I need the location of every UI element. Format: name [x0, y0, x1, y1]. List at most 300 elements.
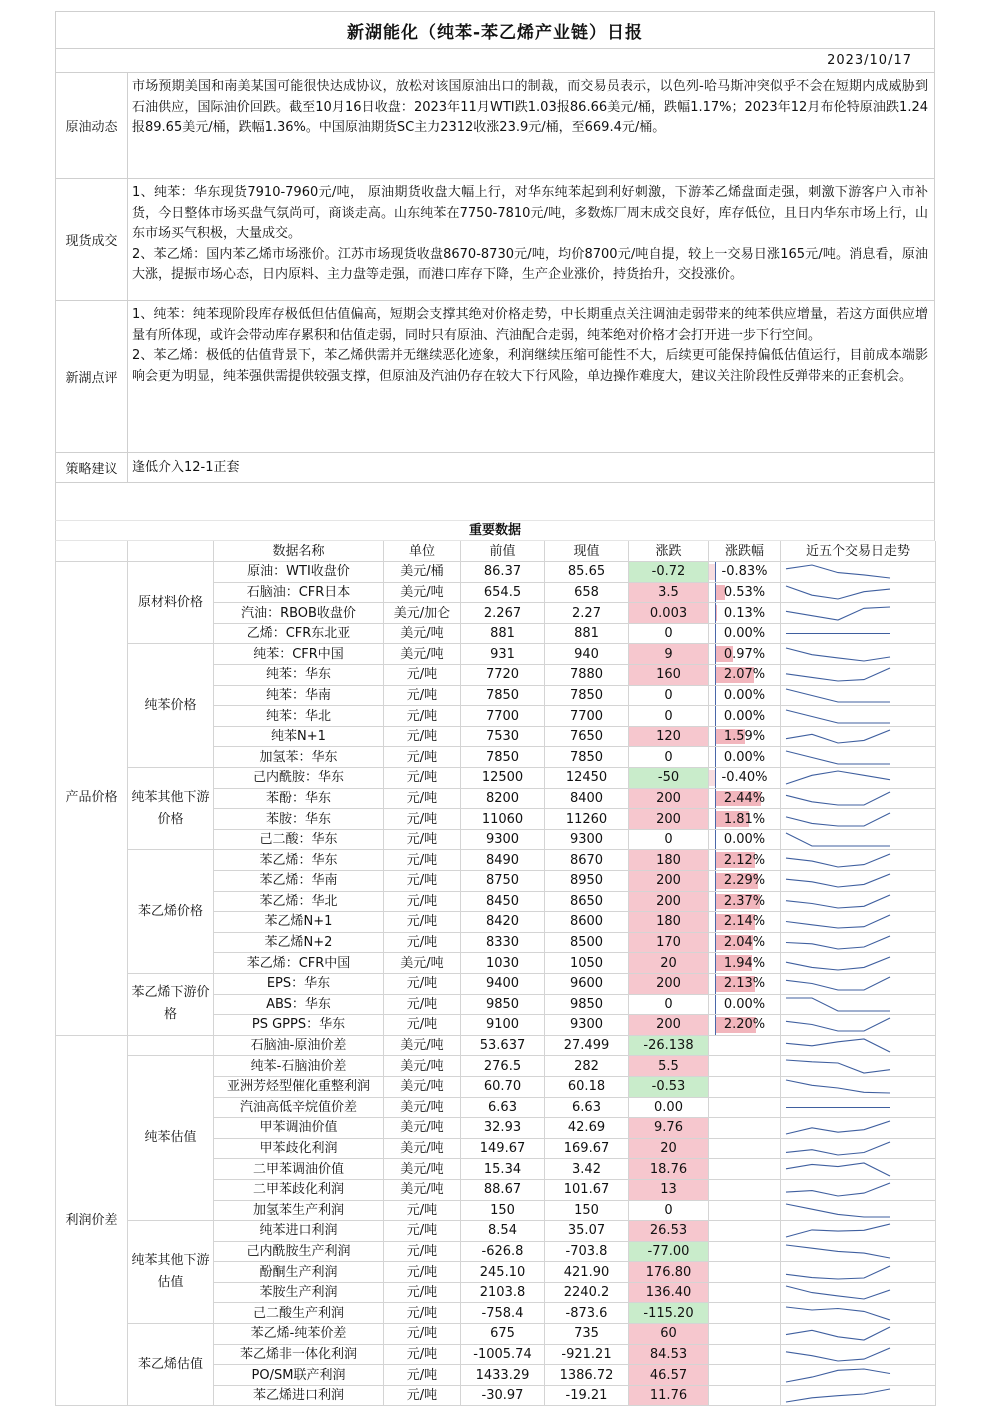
- row-change: 0: [629, 623, 709, 644]
- sparkline: [783, 1139, 893, 1158]
- row-trend-sparkline: [781, 912, 936, 933]
- row-prev-value: -30.97: [461, 1385, 545, 1406]
- row-current-value: 735: [545, 1324, 629, 1345]
- row-trend-sparkline: [781, 747, 936, 768]
- row-name: 加氢苯生产利润: [214, 1200, 384, 1221]
- row-change: 9.76: [629, 1118, 709, 1139]
- row-current-value: 421.90: [545, 1262, 629, 1283]
- row-change: 20: [629, 953, 709, 974]
- section-label: 现货成交: [56, 179, 128, 300]
- row-prev-value: 150: [461, 1200, 545, 1221]
- row-unit: 美元/吨: [384, 1118, 461, 1139]
- pct-bar-axis: [715, 871, 716, 891]
- row-change: 170: [629, 932, 709, 953]
- row-change: 3.5: [629, 582, 709, 603]
- table-row: [56, 1324, 936, 1345]
- row-change-pct: [709, 644, 781, 665]
- row-unit: 美元/吨: [384, 1035, 461, 1056]
- row-change-pct: [709, 1035, 781, 1056]
- sparkline: [783, 1180, 893, 1199]
- row-name: 亚洲芳烃型催化重整利润: [214, 1076, 384, 1097]
- pct-value: 2.13%: [723, 976, 766, 992]
- row-trend-sparkline: [781, 850, 936, 871]
- row-change: 0: [629, 685, 709, 706]
- row-current-value: 8600: [545, 912, 629, 933]
- row-change-pct: [709, 1262, 781, 1283]
- row-change-pct: [709, 685, 781, 706]
- section-row: [55, 453, 935, 483]
- row-name: 纯苯：华南: [214, 685, 384, 706]
- row-trend-sparkline: [781, 1159, 936, 1180]
- pct-value: 2.04%: [723, 935, 766, 951]
- row-trend-sparkline: [781, 665, 936, 686]
- row-name: 汽油：RBOB收盘价: [214, 603, 384, 624]
- section-row: [55, 73, 935, 179]
- row-name: 苯乙烯-纯苯价差: [214, 1324, 384, 1345]
- row-unit: 美元/吨: [384, 1097, 461, 1118]
- row-unit: 美元/吨: [384, 1138, 461, 1159]
- row-current-value: 8650: [545, 891, 629, 912]
- row-prev-value: 6.63: [461, 1097, 545, 1118]
- row-change: -0.53: [629, 1076, 709, 1097]
- row-unit: 元/吨: [384, 768, 461, 789]
- date-row: [55, 49, 935, 73]
- row-name: 纯苯N+1: [214, 726, 384, 747]
- sparkline: [783, 995, 893, 1014]
- row-unit: 元/吨: [384, 994, 461, 1015]
- section-body: [128, 301, 934, 452]
- pct-bar-axis: [715, 603, 716, 623]
- column-header: 数据名称: [214, 541, 384, 562]
- pct-bar-axis: [715, 850, 716, 870]
- row-unit: 美元/桶: [384, 562, 461, 583]
- sparkline: [783, 851, 893, 870]
- row-change: -0.72: [629, 562, 709, 583]
- pct-bar-axis: [715, 665, 716, 685]
- section-row: [55, 179, 935, 301]
- pct-bar-axis: [715, 1015, 716, 1035]
- row-unit: 元/吨: [384, 1015, 461, 1036]
- section-body: [128, 73, 934, 178]
- row-name: 汽油高低辛烷值价差: [214, 1097, 384, 1118]
- row-change-pct: [709, 1365, 781, 1386]
- row-trend-sparkline: [781, 1303, 936, 1324]
- row-current-value: 12450: [545, 768, 629, 789]
- pct-bar-axis: [715, 830, 716, 850]
- subcategory-label: 苯乙烯价格: [128, 850, 214, 974]
- sparkline: [783, 1098, 893, 1117]
- category-label: 产品价格: [56, 562, 128, 1036]
- pct-value: 2.07%: [723, 667, 766, 683]
- sparkline: [783, 665, 893, 684]
- row-change-pct: [709, 829, 781, 850]
- pct-value: -0.83%: [721, 564, 768, 580]
- table-row: [56, 644, 936, 665]
- row-unit: 美元/吨: [384, 1056, 461, 1077]
- row-change-pct: [709, 1159, 781, 1180]
- row-prev-value: 9100: [461, 1015, 545, 1036]
- row-prev-value: 2103.8: [461, 1282, 545, 1303]
- row-trend-sparkline: [781, 768, 936, 789]
- row-change-pct: [709, 1324, 781, 1345]
- row-unit: 美元/吨: [384, 953, 461, 974]
- row-current-value: -873.6: [545, 1303, 629, 1324]
- row-trend-sparkline: [781, 706, 936, 727]
- row-current-value: 2.27: [545, 603, 629, 624]
- row-prev-value: 86.37: [461, 562, 545, 583]
- row-prev-value: 11060: [461, 809, 545, 830]
- row-change-pct: [709, 788, 781, 809]
- row-current-value: 1050: [545, 953, 629, 974]
- pct-value: 2.37%: [723, 893, 766, 909]
- row-change: 9: [629, 644, 709, 665]
- key-data-table: [55, 541, 936, 1406]
- row-unit: 元/吨: [384, 1241, 461, 1262]
- pct-bar-axis: [715, 974, 716, 994]
- row-trend-sparkline: [781, 788, 936, 809]
- row-prev-value: 881: [461, 623, 545, 644]
- row-change: 0.00: [629, 1097, 709, 1118]
- row-current-value: 7650: [545, 726, 629, 747]
- sparkline: [783, 727, 893, 746]
- row-change: 0: [629, 1200, 709, 1221]
- row-prev-value: 245.10: [461, 1262, 545, 1283]
- row-current-value: 9300: [545, 1015, 629, 1036]
- row-change-pct: [709, 665, 781, 686]
- row-unit: 美元/吨: [384, 644, 461, 665]
- subcategory-label: [128, 1035, 214, 1056]
- subcategory-label: 纯苯估值: [128, 1056, 214, 1221]
- subcategory-label: 纯苯其他下游价格: [128, 768, 214, 850]
- sparkline: [783, 1386, 893, 1405]
- row-change-pct: [709, 1282, 781, 1303]
- sparkline: [783, 1304, 893, 1323]
- row-name: 苯乙烯：CFR中国: [214, 953, 384, 974]
- pct-value: 1.81%: [723, 811, 766, 827]
- row-name: 苯乙烯：华北: [214, 891, 384, 912]
- column-header: 前值: [461, 541, 545, 562]
- section-label: 新湖点评: [56, 301, 128, 452]
- row-change: 200: [629, 788, 709, 809]
- row-unit: 美元/吨: [384, 1159, 461, 1180]
- sparkline: [783, 562, 893, 581]
- sparkline: [783, 604, 893, 623]
- row-change-pct: [709, 1118, 781, 1139]
- row-name: 己二酸生产利润: [214, 1303, 384, 1324]
- pct-value: 2.44%: [723, 790, 766, 806]
- row-change: 136.40: [629, 1282, 709, 1303]
- row-prev-value: 8420: [461, 912, 545, 933]
- row-unit: 元/吨: [384, 973, 461, 994]
- row-prev-value: 7700: [461, 706, 545, 727]
- row-current-value: 881: [545, 623, 629, 644]
- pct-value: 0.00%: [723, 626, 766, 642]
- row-name: 苯酚：华东: [214, 788, 384, 809]
- pct-bar-axis: [715, 953, 716, 973]
- row-unit: 元/吨: [384, 1282, 461, 1303]
- sparkline: [783, 1160, 893, 1179]
- header-blank: [56, 541, 128, 562]
- column-header: 近五个交易日走势: [781, 541, 936, 562]
- pct-value: 1.94%: [723, 955, 766, 971]
- row-unit: 元/吨: [384, 1344, 461, 1365]
- row-name: 乙烯：CFR东北亚: [214, 623, 384, 644]
- row-trend-sparkline: [781, 1365, 936, 1386]
- row-name: 己内酰胺生产利润: [214, 1241, 384, 1262]
- row-change: 0.003: [629, 603, 709, 624]
- pct-bar-axis: [715, 583, 716, 603]
- row-prev-value: 9400: [461, 973, 545, 994]
- row-trend-sparkline: [781, 829, 936, 850]
- pct-value: 0.13%: [723, 605, 766, 621]
- sparkline: [783, 974, 893, 993]
- row-prev-value: 8330: [461, 932, 545, 953]
- row-current-value: 35.07: [545, 1221, 629, 1242]
- row-name: 二甲苯调油价值: [214, 1159, 384, 1180]
- sparkline: [783, 892, 893, 911]
- row-prev-value: 12500: [461, 768, 545, 789]
- row-trend-sparkline: [781, 1179, 936, 1200]
- row-trend-sparkline: [781, 1282, 936, 1303]
- sparkline: [783, 1221, 893, 1240]
- row-prev-value: 2.267: [461, 603, 545, 624]
- row-trend-sparkline: [781, 582, 936, 603]
- row-trend-sparkline: [781, 973, 936, 994]
- row-current-value: 2240.2: [545, 1282, 629, 1303]
- row-trend-sparkline: [781, 994, 936, 1015]
- commentary-sections: [55, 73, 935, 483]
- pct-value: 0.00%: [723, 687, 766, 703]
- row-change-pct: [709, 706, 781, 727]
- row-change: 26.53: [629, 1221, 709, 1242]
- sparkline: [783, 583, 893, 602]
- row-change: 200: [629, 809, 709, 830]
- row-current-value: 7880: [545, 665, 629, 686]
- row-change: 200: [629, 973, 709, 994]
- row-unit: 元/吨: [384, 1385, 461, 1406]
- row-name: 苯乙烯非一体化利润: [214, 1344, 384, 1365]
- sparkline: [783, 1077, 893, 1096]
- row-unit: 元/吨: [384, 871, 461, 892]
- row-change: 160: [629, 665, 709, 686]
- pct-value: 0.97%: [723, 646, 766, 662]
- row-current-value: 169.67: [545, 1138, 629, 1159]
- sparkline: [783, 1324, 893, 1343]
- row-change-pct: [709, 871, 781, 892]
- sparkline: [783, 1366, 893, 1385]
- row-unit: 美元/吨: [384, 582, 461, 603]
- subcategory-label: 纯苯价格: [128, 644, 214, 768]
- sparkline: [783, 830, 893, 849]
- row-trend-sparkline: [781, 603, 936, 624]
- sparkline: [783, 686, 893, 705]
- table-header-row: [56, 541, 936, 562]
- row-name: 二甲苯歧化利润: [214, 1179, 384, 1200]
- row-unit: 元/吨: [384, 829, 461, 850]
- sparkline: [783, 1263, 893, 1282]
- pct-bar-axis: [715, 789, 716, 809]
- pct-bar-axis: [715, 727, 716, 747]
- row-current-value: 60.18: [545, 1076, 629, 1097]
- sparkline: [783, 1015, 893, 1034]
- row-change-pct: [709, 1056, 781, 1077]
- row-current-value: 7850: [545, 747, 629, 768]
- row-current-value: 658: [545, 582, 629, 603]
- row-current-value: 7850: [545, 685, 629, 706]
- row-change: 200: [629, 1015, 709, 1036]
- pct-bar-axis: [715, 706, 716, 726]
- row-change: 200: [629, 891, 709, 912]
- section-body: [128, 453, 934, 482]
- row-unit: 元/吨: [384, 850, 461, 871]
- row-trend-sparkline: [781, 644, 936, 665]
- column-header: 现值: [545, 541, 629, 562]
- row-change: 200: [629, 871, 709, 892]
- table-row: [56, 1035, 936, 1056]
- row-change-pct: [709, 1097, 781, 1118]
- row-name: 酚酮生产利润: [214, 1262, 384, 1283]
- row-prev-value: -626.8: [461, 1241, 545, 1262]
- sparkline: [783, 789, 893, 808]
- sparkline: [783, 748, 893, 767]
- row-prev-value: 276.5: [461, 1056, 545, 1077]
- row-trend-sparkline: [781, 1138, 936, 1159]
- row-change-pct: [709, 1344, 781, 1365]
- section-body: [128, 179, 934, 300]
- row-change: -77.00: [629, 1241, 709, 1262]
- row-change-pct: [709, 1015, 781, 1036]
- row-change: 5.5: [629, 1056, 709, 1077]
- sparkline: [783, 933, 893, 952]
- row-current-value: 8400: [545, 788, 629, 809]
- row-change-pct: [709, 1241, 781, 1262]
- row-name: PO/SM联产利润: [214, 1365, 384, 1386]
- row-change-pct: [709, 809, 781, 830]
- sparkline: [783, 1118, 893, 1137]
- pct-value: 0.00%: [723, 996, 766, 1012]
- row-change: 120: [629, 726, 709, 747]
- subcategory-label: 苯乙烯下游价格: [128, 973, 214, 1035]
- pct-value: -0.40%: [721, 770, 768, 786]
- row-current-value: 42.69: [545, 1118, 629, 1139]
- row-prev-value: 53.637: [461, 1035, 545, 1056]
- row-unit: 美元/吨: [384, 1076, 461, 1097]
- section-paragraph: 1、纯苯：纯苯现阶段库存极低但估值偏高，短期会支撑其绝对价格走势，中长期重点关注调油走弱带来的纯苯供应增量，若这方面供应增量有所体现，或许会带动库存累积和估值走弱，同时只有原油、汽油配合走弱，纯苯绝对价格才会打开进一步下行空间。: [132, 307, 928, 343]
- row-name: ABS：华东: [214, 994, 384, 1015]
- row-change-pct: [709, 994, 781, 1015]
- row-prev-value: 931: [461, 644, 545, 665]
- row-trend-sparkline: [781, 1241, 936, 1262]
- row-trend-sparkline: [781, 1324, 936, 1345]
- row-name: 纯苯-石脑油价差: [214, 1056, 384, 1077]
- sparkline: [783, 1242, 893, 1261]
- sparkline: [783, 1057, 893, 1076]
- row-trend-sparkline: [781, 891, 936, 912]
- row-change-pct: [709, 726, 781, 747]
- row-current-value: 8500: [545, 932, 629, 953]
- column-header: 涨跌幅: [709, 541, 781, 562]
- row-change: 0: [629, 994, 709, 1015]
- row-name: 加氢苯：华东: [214, 747, 384, 768]
- row-change: 176.80: [629, 1262, 709, 1283]
- row-unit: 元/吨: [384, 1262, 461, 1283]
- row-change: -115.20: [629, 1303, 709, 1324]
- section-row: [55, 301, 935, 453]
- row-change: 46.57: [629, 1365, 709, 1386]
- header-blank: [128, 541, 214, 562]
- row-current-value: 9850: [545, 994, 629, 1015]
- row-current-value: 8670: [545, 850, 629, 871]
- sparkline: [783, 1283, 893, 1302]
- row-change-pct: [709, 850, 781, 871]
- row-current-value: -19.21: [545, 1385, 629, 1406]
- row-unit: 元/吨: [384, 726, 461, 747]
- subcategory-label: 苯乙烯估值: [128, 1324, 214, 1406]
- row-change-pct: [709, 603, 781, 624]
- row-name: 石脑油-原油价差: [214, 1035, 384, 1056]
- row-change-pct: [709, 747, 781, 768]
- row-name: 原油：WTI收盘价: [214, 562, 384, 583]
- row-change: 0: [629, 706, 709, 727]
- pct-bar-axis: [715, 892, 716, 912]
- sparkline: [783, 768, 893, 787]
- row-prev-value: 8450: [461, 891, 545, 912]
- row-name: EPS：华东: [214, 973, 384, 994]
- table-row: [56, 1221, 936, 1242]
- row-prev-value: 1433.29: [461, 1365, 545, 1386]
- row-prev-value: 654.5: [461, 582, 545, 603]
- row-trend-sparkline: [781, 1221, 936, 1242]
- row-prev-value: 7530: [461, 726, 545, 747]
- row-prev-value: 9850: [461, 994, 545, 1015]
- row-name: 纯苯：CFR中国: [214, 644, 384, 665]
- row-name: 甲苯调油价值: [214, 1118, 384, 1139]
- row-name: 己二酸：华东: [214, 829, 384, 850]
- section-paragraph: 1、纯苯：华东现货7910-7960元/吨， 原油期货收盘大幅上行，对华东纯苯起到利好刺激，下游苯乙烯盘面走强，刺激下游客户入市补货，今日整体市场买盘气氛尚可，商谈走高。山东纯苯在7750-7810元/吨，多数炼厂周末成交良好，库存低位，且日内华东市场上行，山东市场买气积极，大量成交。: [132, 185, 928, 242]
- row-change-pct: [709, 973, 781, 994]
- sparkline: [783, 912, 893, 931]
- row-change: 0: [629, 747, 709, 768]
- data-table-title: 重要数据: [55, 521, 935, 541]
- section-paragraph: 2、苯乙烯：极低的估值背景下，苯乙烯供需并无继续恶化迹象，利润继续压缩可能性不大，后续更可能保持偏低估值运行，目前成本端影响会更为明显，纯苯强供需提供较强支撑，但原油及汽油仍存在较大下行风险，单边操作难度大，建议关注阶段性反弹带来的正套机会。: [132, 348, 928, 384]
- pct-bar-axis: [715, 747, 716, 767]
- row-trend-sparkline: [781, 1262, 936, 1283]
- row-prev-value: 60.70: [461, 1076, 545, 1097]
- row-current-value: 8950: [545, 871, 629, 892]
- row-prev-value: 7850: [461, 747, 545, 768]
- column-header: 涨跌: [629, 541, 709, 562]
- section-paragraph: 逢低介入12-1正套: [132, 460, 240, 475]
- sparkline: [783, 810, 893, 829]
- row-current-value: 11260: [545, 809, 629, 830]
- report-sheet: [55, 11, 935, 1406]
- table-row: [56, 562, 936, 583]
- report-title: 新湖能化（纯苯-苯乙烯产业链）日报: [55, 11, 935, 49]
- row-prev-value: 8200: [461, 788, 545, 809]
- row-change: 0: [629, 829, 709, 850]
- row-trend-sparkline: [781, 1035, 936, 1056]
- row-change-pct: [709, 953, 781, 974]
- row-unit: 元/吨: [384, 1324, 461, 1345]
- row-unit: 元/吨: [384, 788, 461, 809]
- row-change-pct: [709, 582, 781, 603]
- row-current-value: 101.67: [545, 1179, 629, 1200]
- row-current-value: 940: [545, 644, 629, 665]
- section-label: 原油动态: [56, 73, 128, 178]
- pct-bar-axis: [715, 933, 716, 953]
- row-change: 60: [629, 1324, 709, 1345]
- row-trend-sparkline: [781, 953, 936, 974]
